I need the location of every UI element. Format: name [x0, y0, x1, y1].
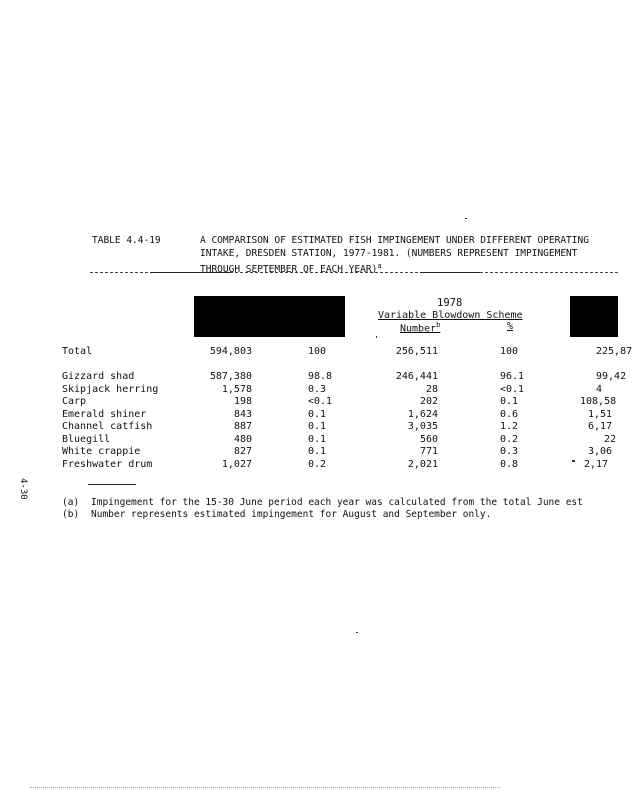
total-percent-1977: 100: [308, 346, 327, 357]
table-row: [0, 384, 618, 396]
number-next: 22: [604, 433, 617, 445]
header-percent: %: [507, 321, 514, 332]
page-number: 4-30: [18, 478, 28, 500]
bottom-scan-line: [30, 787, 500, 788]
number-1977: 587,380: [209, 371, 252, 382]
percent-1977: 0.1: [308, 446, 327, 457]
total-label: Total: [62, 346, 93, 357]
table-row: [0, 421, 618, 433]
table-row: [0, 446, 618, 458]
scan-speck: [376, 336, 377, 338]
species-name: Skipjack herring: [62, 383, 159, 395]
table-caption-line1: A COMPARISON OF ESTIMATED FISH IMPINGEMENT UNDER DIFFERENT OPERATING: [200, 235, 589, 246]
footnote-rule: [88, 484, 136, 485]
percent-1978: 0.1: [500, 396, 519, 407]
species-name: White crappie: [62, 446, 141, 457]
percent-1978: 0.2: [500, 433, 519, 445]
table-row: [0, 371, 627, 383]
percent-1978: <0.1: [500, 383, 525, 395]
header-number-superscript: b: [436, 321, 441, 329]
footnote-b-marker: (b): [62, 509, 80, 520]
header-scheme: Variable Blowdown Scheme: [378, 310, 523, 321]
number-1978: 246,441: [395, 371, 438, 382]
number-next: 6,17: [588, 421, 613, 432]
total-number-1978: 256,511: [395, 346, 438, 357]
number-1977: 198: [233, 396, 252, 407]
footnote-b-text: Number represents estimated impingement for August and September only.: [91, 509, 492, 520]
total-number-1977: 594,803: [209, 346, 252, 357]
number-1977: 843: [233, 408, 252, 420]
number-1977: 1,027: [221, 458, 252, 470]
percent-1977: <0.1: [308, 396, 333, 407]
species-name: Channel catfish: [62, 421, 153, 432]
total-row: [0, 346, 632, 358]
number-next: 4: [596, 383, 603, 395]
percent-1977: 0.1: [308, 421, 327, 432]
number-1978: 771: [419, 446, 438, 457]
percent-1978: 0.6: [500, 408, 519, 420]
number-1977: 827: [233, 446, 252, 457]
table-id: TABLE 4.4-19: [92, 235, 161, 246]
footnote-a-text: Impingement for the 15-30 June period each year was calculated from the total June est: [91, 497, 583, 508]
number-1978: 3,035: [407, 421, 438, 432]
number-1978: 28: [425, 383, 438, 395]
number-1977: 1,578: [221, 383, 252, 395]
caption-superscript: a: [377, 262, 382, 270]
caption-rule-solid-left: [150, 272, 230, 273]
number-1978: 202: [419, 396, 438, 407]
total-percent-1978: 100: [500, 346, 519, 357]
header-year: 1978: [437, 297, 463, 309]
scan-speck: [356, 632, 358, 633]
redacted-header-block-1: [194, 296, 345, 337]
percent-1977: 0.2: [308, 458, 327, 470]
number-1978: 1,624: [407, 408, 438, 420]
species-name: Bluegill: [62, 433, 111, 445]
number-1977: 480: [233, 433, 252, 445]
number-next: 108,58: [580, 396, 617, 407]
species-name: Emerald shiner: [62, 408, 147, 420]
scan-speck: [465, 218, 467, 219]
percent-1977: 0.1: [308, 433, 327, 445]
number-1977: 887: [233, 421, 252, 432]
number-1978: 560: [419, 433, 438, 445]
table-caption-line3: THROUGH SEPTEMBER OF EACH YEAR)$^a$: [200, 262, 382, 276]
table-row: [0, 396, 618, 408]
total-number-next: 225,87: [596, 346, 632, 357]
percent-1978: 0.8: [500, 458, 519, 470]
species-name: Gizzard shad: [62, 371, 135, 382]
scan-speck: [572, 460, 575, 462]
species-name: Carp: [62, 396, 87, 407]
percent-1977: 0.1: [308, 408, 327, 420]
percent-1978: 0.3: [500, 446, 519, 457]
percent-1978: 96.1: [500, 371, 525, 382]
number-1978: 2,021: [407, 458, 438, 470]
number-next: 99,42: [596, 371, 627, 382]
table-row: [0, 409, 618, 421]
table-caption-line2: INTAKE, DRESDEN STATION, 1977-1981. (NUMBERS REPRESENT IMPINGEMENT: [200, 248, 578, 259]
caption-rule-solid-right: [420, 272, 480, 273]
redacted-header-block-2: [570, 296, 618, 337]
percent-1978: 1.2: [500, 421, 519, 432]
percent-1977: 98.8: [308, 371, 333, 382]
table-row: [0, 434, 618, 446]
table-row: [0, 459, 618, 471]
number-next: 2,17: [584, 458, 609, 470]
footnote-a-marker: (a): [62, 497, 80, 508]
number-next: 1,51: [588, 408, 613, 420]
species-name: Freshwater drum: [62, 458, 153, 470]
header-number: Number$^b$: [400, 321, 441, 335]
number-next: 3,06: [588, 446, 613, 457]
percent-1977: 0.3: [308, 383, 327, 395]
